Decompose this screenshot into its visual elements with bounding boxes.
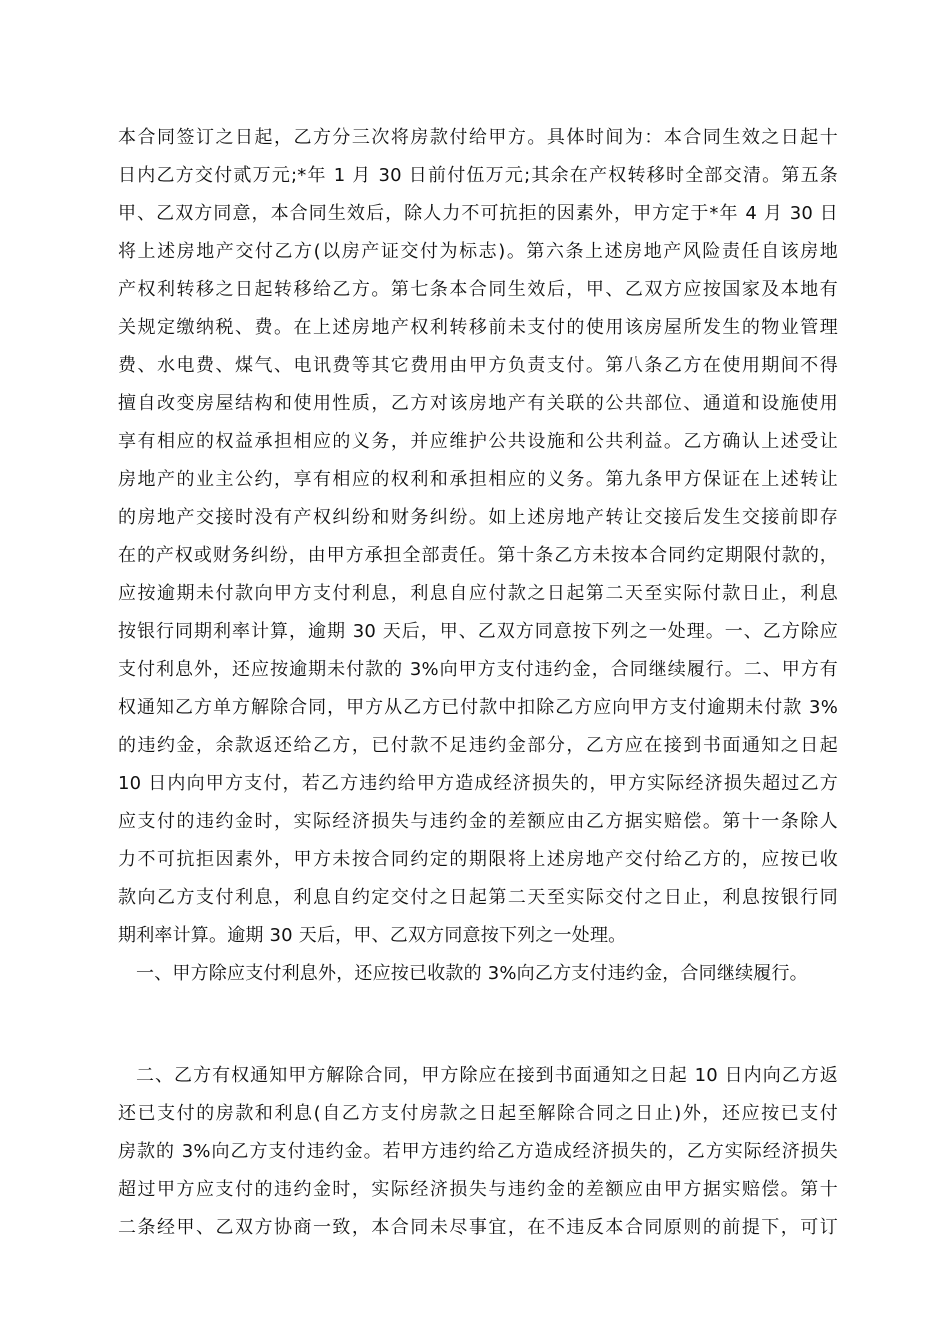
text-line: 房地产的业主公约，享有相应的权利和承担相应的义务。第九条甲方保证在上述转让 bbox=[118, 469, 838, 490]
text-line: 甲、乙双方同意，本合同生效后，除人力不可抗拒的因素外，甲方定于*年 4 月 30 日 bbox=[118, 203, 838, 224]
text-line: 本合同签订之日起，乙方分三次将房款付给甲方。具体时间为：本合同生效之日起十 bbox=[118, 127, 838, 148]
text-line: 按银行同期利率计算，逾期 30 天后，甲、乙双方同意按下列之一处理。一、乙方除应 bbox=[118, 621, 838, 642]
text-line: 享有相应的权益承担相应的义务，并应维护公共设施和公共利益。乙方确认上述受让 bbox=[118, 431, 838, 452]
text-line: 款向乙方支付利息，利息自约定交付之日起第二天至实际交付之日止，利息按银行同 bbox=[118, 887, 838, 908]
text-line: 二条经甲、乙双方协商一致，本合同未尽事宜，在不违反本合同原则的前提下，可订 bbox=[118, 1217, 838, 1238]
text-line: 一、甲方除应支付利息外，还应按已收款的 3%向乙方支付违约金，合同继续履行。 bbox=[136, 963, 808, 984]
text-line: 费、水电费、煤气、电讯费等其它费用由甲方负责支付。第八条乙方在使用期间不得 bbox=[118, 355, 838, 376]
text-line: 房款的 3%向乙方支付违约金。若甲方违约给乙方造成经济损失的，乙方实际经济损失 bbox=[118, 1141, 838, 1162]
text-line: 在的产权或财务纠纷，由甲方承担全部责任。第十条乙方未按本合同约定期限付款的， bbox=[118, 545, 838, 566]
text-line: 力不可抗拒因素外，甲方未按合同约定的期限将上述房地产交付给乙方的，应按已收 bbox=[118, 849, 838, 870]
text-line: 擅自改变房屋结构和使用性质，乙方对该房地产有关联的公共部位、通道和设施使用 bbox=[118, 393, 838, 414]
text-line: 日内乙方交付贰万元;*年 1 月 30 日前付伍万元;其余在产权转移时全部交清。第五条 bbox=[118, 165, 838, 186]
text-line: 应支付的违约金时，实际经济损失与违约金的差额应由乙方据实赔偿。第十一条除人 bbox=[118, 811, 838, 832]
text-line: 10 日内向甲方支付，若乙方违约给甲方造成经济损失的，甲方实际经济损失超过乙方 bbox=[118, 773, 838, 794]
text-line: 的房地产交接时没有产权纠纷和财务纠纷。如上述房地产转让交接后发生交接前即存 bbox=[118, 507, 838, 528]
text-line: 的违约金，余款返还给乙方，已付款不足违约金部分，乙方应在接到书面通知之日起 bbox=[118, 735, 838, 756]
text-line: 还已支付的房款和利息(自乙方支付房款之日起至解除合同之日止)外，还应按已支付 bbox=[118, 1103, 838, 1124]
text-line: 二、乙方有权通知甲方解除合同，甲方除应在接到书面通知之日起 10 日内向乙方返 bbox=[136, 1065, 838, 1086]
text-line: 产权利转移之日起转移给乙方。第七条本合同生效后，甲、乙双方应按国家及本地有 bbox=[118, 279, 838, 300]
text-line: 期利率计算。逾期 30 天后，甲、乙双方同意按下列之一处理。 bbox=[118, 925, 627, 946]
text-line: 关规定缴纳税、费。在上述房地产权利转移前未支付的使用该房屋所发生的物业管理 bbox=[118, 317, 838, 338]
text-line: 将上述房地产交付乙方(以房产证交付为标志)。第六条上述房地产风险责任自该房地 bbox=[118, 241, 838, 262]
text-line: 应按逾期未付款向甲方支付利息，利息自应付款之日起第二天至实际付款日止，利息 bbox=[118, 583, 838, 604]
text-line: 支付利息外，还应按逾期未付款的 3%向甲方支付违约金，合同继续履行。二、甲方有 bbox=[118, 659, 838, 680]
text-line: 超过甲方应支付的违约金时，实际经济损失与违约金的差额应由甲方据实赔偿。第十 bbox=[118, 1179, 838, 1200]
text-line: 权通知乙方单方解除合同，甲方从乙方已付款中扣除乙方应向甲方支付逾期未付款 3% bbox=[118, 697, 838, 718]
